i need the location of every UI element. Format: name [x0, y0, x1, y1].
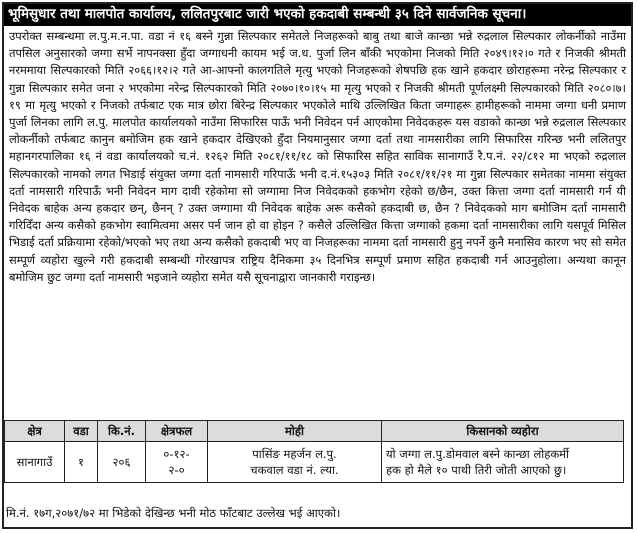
land-details-table [4, 420, 624, 483]
cell-ward: १ [65, 442, 98, 483]
cell-size [146, 442, 208, 483]
header-kisan: किसानको व्यहोरा [382, 421, 624, 442]
header-size: क्षेत्रफल [146, 421, 208, 442]
cell-kitta: २०६ [98, 442, 146, 483]
cell-kisan [382, 442, 624, 483]
footer-note: मि.नं. १७ग,२०७१/७२ मा भिडेको देखिन्छ भनी मोठ फाँटबाट उल्लेख भई आएको। [6, 506, 341, 520]
header-area: क्षेत्र [5, 421, 65, 442]
cell-mohi [208, 442, 382, 483]
cell-mohi-line2: चकवाल वडा नं. ल्या. [250, 463, 339, 477]
cell-kisan-line1: यो जग्गा ल.पु.डोमवाल बस्ने कान्छा लोहकर्मी [386, 447, 570, 461]
table-row [5, 442, 624, 483]
cell-mohi-line1: पासिंङ महर्जन ल.पु. [252, 447, 337, 461]
cell-size-line2: २-० [168, 463, 185, 477]
header-kitta: कि.नं. [98, 421, 146, 442]
cell-kisan-line2: हक हो मैले १० पाथी तिरी जोती आएको छु। [386, 463, 567, 477]
notice-title: भूमिसुधार तथा मालपोत कार्यालय, ललितपुरबाट जारी भएको हकदाबी सम्बन्धी ३५ दिने सार्वजनिक सूचना। [4, 4, 631, 26]
cell-area: सानागाउँ [5, 442, 65, 483]
cell-size-line1: ०-१२- [163, 447, 190, 461]
header-mohi: मोही [208, 421, 382, 442]
header-ward: वडा [65, 421, 98, 442]
table-header-row [5, 421, 624, 442]
notice-body: उपरोक्त सम्बन्धमा ल.पु.म.न.पा. वडा नं १६ बस्ने गुन्ना सिल्पकार समेतले निजहरूको बाबु तथा बाजे कान्छा भन्ने रुद्रलाल सिल्पकार लोकर्नीको नाउँमा तपसिल अनुसारको जग्गा सर्भे नापनक्सा हुँदा जग्गाधनी कायम भई ज.ध. पुर्जा लिन बाँकी भएकोमा निजको मिति २०४९।१२।० गते र निजकी श्रीमती नरममाया सिल्पकारको मिति २०६६।१२।२ गते आ-आफ्नो कालगतिले मृत्यु भएको निजहरूको शेषपछि हक खाने हकदार छोराहरूमा नरेन्द्र सिल्पकार र गुन्ना सिल्पकार समेत जना २ भएकोमा नरेन्द्र सिल्पकारको मिति २०७०।१०।१५ मा मृत्यु भएको र निजकी श्रीमती पूर्णलक्ष्मी सिल्पकारको मिति २०८०।७।१९ मा मृत्यु भएको र निजको तर्फबाट एक मात्र छोरा बिरेन्द्र सिल्पकार भएकोले माथि उल्लिखित किता जग्गाहरू हामीहरूको नाममा जग्गा धनी प्रमाण पुर्जा लिनका लागि ल.पु. मालपोत कार्यालयको नाउँमा सिफारिस पाऊँ भनी निवेदन पर्न आएकोमा निवेदकहरू यस वडाको कान्छा भन्ने रुद्रलाल सिल्पकार लोकर्नीको तर्फबाट कानुन बमोजिम हक खाने हकदार देखिएको हुँदा नियमानुसार जग्गा दर्ता तथा नामसारीका लागि सिफारिस गरिन्छ भनी ललितपुर महानगरपालिका १६ नं वडा कार्यालयको च.नं. १२६२ मिति २०८१/११/१८ को सिफारिस सहित साविक सानागाउँ रै.प.नं. २२/८१२ मा भएको रुद्रलाल सिल्पकारको नामको लगत भिडाई संयुक्त जग्गा दर्ता नामसारी गरिपाऊँ भनी द.नं.१५३०३ मिति २०८१/११/२१ मा गुन्ना सिल्पकार समेतका नाममा संयुक्त दर्ता नामसारी गरिपाऊँ भनी निवेदन माग दावी रहेकोमा सो जग्गामा निज निवेदकको हकभोग रहेको छ/छैन, उक्त कित्ता जग्गा दर्ता नामसारी गर्न यी निवेदक बाहेक अन्य हकदार छन्, छैनन् ? उक्त जग्गामा यी निवेदक बाहेक अरू कसैको हकदाबी छ, छैन ? निवेदकको माग बमोजिम दर्ता नामसारी गरिदिँदा अन्य कसैको हकभोग स्वामित्वमा असर पर्न जान हो वा होइन ? कसैले उल्लिखित कित्ता जग्गाको हकमा दर्ता नामसारीका लागि यसपूर्व मिसिल भिडाई दर्ता प्रक्रियामा रहेको/भएको भए तथा अन्य कसैको हकदाबी भए वा निजहरूका नाममा दर्ता नामसारी हुनु नपर्ने कुनै मनासिव कारण भए सो समेत सम्पूर्ण व्यहोरा खुल्ने गरी हकदाबी सम्बन्धी गोरखापत्र राष्ट्रिय दैनिकमा ३५ दिनभित्र सम्पूर्ण प्रमाण सहित हकदाबी गर्न आउनुहोला। अन्यथा कानून बमोजिम छुट जग्गा दर्ता नामसारी भइजाने व्यहोरा समेत यसै सूचनाद्वारा जानकारी गराइन्छ। [9, 29, 626, 284]
